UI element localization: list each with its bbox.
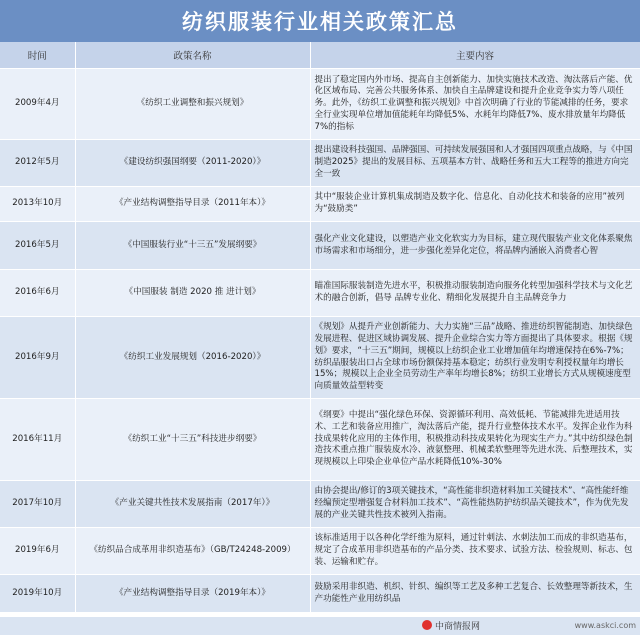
source-label bbox=[422, 619, 480, 632]
policy-table bbox=[0, 42, 640, 613]
header-time: 时间 bbox=[0, 42, 75, 69]
row-time: 2019年6月 bbox=[0, 528, 75, 575]
row-time: 2016年11月 bbox=[0, 399, 75, 481]
row-policy-name: 《建设纺织强国纲要（2011-2020）》 bbox=[75, 140, 310, 187]
page-title: 纺织服装行业相关政策汇总 bbox=[182, 9, 458, 34]
row-time: 2016年9月 bbox=[0, 317, 75, 399]
header-name: 政策名称 bbox=[75, 42, 310, 69]
row-policy-name: 《产业关键共性技术发展指南（2017年）》 bbox=[75, 481, 310, 528]
table-row bbox=[0, 399, 640, 481]
row-policy-name: 《产业结构调整指导目录（2019年本）》 bbox=[75, 575, 310, 613]
row-policy-name: 《中国服装 制造 2020 推 进计划》 bbox=[75, 270, 310, 317]
table-header-row bbox=[0, 42, 640, 69]
askci-logo-icon bbox=[422, 620, 432, 630]
table-row bbox=[0, 270, 640, 317]
row-content: 瞄准国际服装制造先进水平，积极推动服装制造向服务化转型加强科学技术与文化艺术的融合创新，倡导 品牌专业化、精细化发展提升自主品牌竞争力 bbox=[310, 270, 640, 317]
row-content: 强化产业文化建设，以塑造产业文化软实力为目标，建立现代服装产业文化体系聚焦市场需求和市场细分，进一步强化差异化定位，将品牌内涵嵌入消费者心智 bbox=[310, 222, 640, 270]
row-time: 2012年5月 bbox=[0, 140, 75, 187]
row-time: 2016年6月 bbox=[0, 270, 75, 317]
row-content: 鼓励采用非织造、机织、针织、编织等工艺及多种工艺复合、长效整理等新技术，生产功能性产业用纺织品 bbox=[310, 575, 640, 613]
table-row bbox=[0, 317, 640, 399]
row-policy-name: 《纺织工业发展规划（2016-2020）》 bbox=[75, 317, 310, 399]
row-content: 提出了稳定国内外市场、提高自主创新能力、加快实施技术改造、淘汰落后产能、优化区域布局、完善公共服务体系、加快自主品牌建设和提升企业竞争实力等八项任务。此外，《纺织工业调整和振兴规划》中首次明确了行业的节能减排的任务，要求全行业实现单位增加值能耗年均降低5%、水耗年均降低7%、废水排放量年均降低7%的指标 bbox=[310, 69, 640, 140]
row-time: 2013年10月 bbox=[0, 187, 75, 222]
row-content: 由协会提出/修订的3项关键技术，“高性能非织造材料加工关键技术”、“高性能纤维经编预定型增强复合材料加工技术”、“高性能热防护纺织品关键技术”，作为优先发展的产业关键共性技术被列入指南。 bbox=[310, 481, 640, 528]
row-time: 2009年4月 bbox=[0, 69, 75, 140]
table-row bbox=[0, 528, 640, 575]
title-bar bbox=[0, 0, 640, 42]
table-row bbox=[0, 575, 640, 613]
row-content: 《规划》从提升产业创新能力、大力实施“三品”战略、推进纺织智能制造、加快绿色发展进程、促进区域协调发展、提升企业综合实力等方面提出了具体要求。根据《规划》要求，“十三五”期间，规模以上纺织企业工业增加值年均增速保持在6%-7%；纺织品服装出口占全球市场份额保持基本稳定；纺织行业发明专利授权量年均增长15%；规模以上企业全员劳动生产率年均增长8%；纺织工业增长方式从规模速度型向质量效益型转变 bbox=[310, 317, 640, 399]
row-policy-name: 《纺织工业调整和振兴规划》 bbox=[75, 69, 310, 140]
table-row bbox=[0, 140, 640, 187]
table-row bbox=[0, 481, 640, 528]
footer bbox=[0, 617, 640, 635]
row-policy-name: 《产业结构调整指导目录（2011年本）》 bbox=[75, 187, 310, 222]
row-time: 2016年5月 bbox=[0, 222, 75, 270]
row-policy-name: 《纺织工业“十三五”科技进步纲要》 bbox=[75, 399, 310, 481]
table-row bbox=[0, 222, 640, 270]
row-policy-name: 《中国服装行业“十三五”发展纲要》 bbox=[75, 222, 310, 270]
row-content: 提出建设科技强国、品牌强国、可持续发展强国和人才强国四项重点战略，与《中国制造2025》提出的发展目标、五项基本方针、战略任务和五大工程等的推进方向完全一致 bbox=[310, 140, 640, 187]
row-content: 《纲要》中提出“强化绿色环保、资源循环利用、高效低耗、节能减排先进适用技术、工艺和装备应用推广，淘汰落后产能，提升行业整体技术水平。发挥企业作为科技成果转化应用的主体作用，积极推动科技成果转化为现实生产力。”其中纺织绿色制造技术重点推广服装废水冷、液氨整理、机械柔软整理等先进水洗、后整理技术，实现规模以上印染企业单位产品水耗降低10%-30% bbox=[310, 399, 640, 481]
table-row bbox=[0, 187, 640, 222]
row-content: 其中“服装企业计算机集成制造及数字化、信息化、自动化技术和装备的应用”被列为“鼓励类” bbox=[310, 187, 640, 222]
row-time: 2017年10月 bbox=[0, 481, 75, 528]
source-url: www.askci.com bbox=[574, 621, 636, 630]
source-text: 中商情报网 bbox=[434, 622, 480, 632]
table-row bbox=[0, 69, 640, 140]
header-content: 主要内容 bbox=[310, 42, 640, 69]
row-content: 该标准适用于以各种化学纤维为原料，通过针刺法、水刺法加工而成的非织造基布，规定了合成革用非织造基布的产品分类、技术要求、试验方法、检验规则、标志、包装、运输和贮存。 bbox=[310, 528, 640, 575]
row-time: 2019年10月 bbox=[0, 575, 75, 613]
row-policy-name: 《纺织品合成革用非织造基布》（GB/T24248-2009） bbox=[75, 528, 310, 575]
